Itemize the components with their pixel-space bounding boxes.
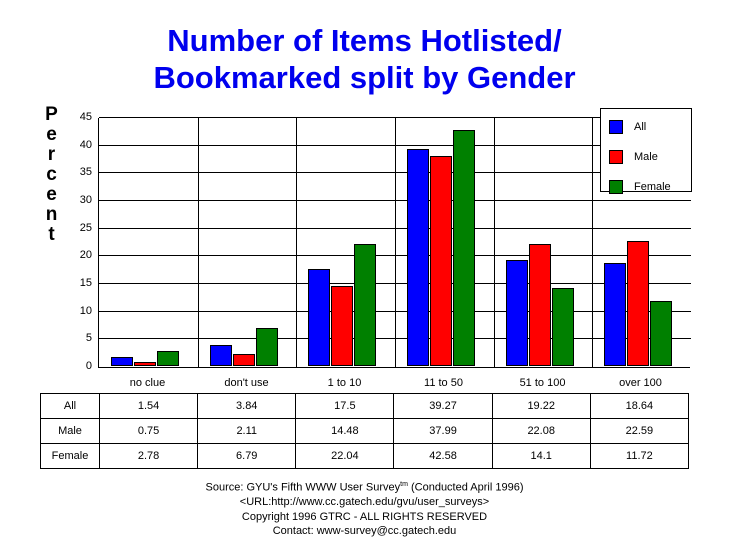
table-row-header: Male	[41, 419, 100, 444]
x-tick-label: 1 to 10	[327, 377, 362, 389]
table-cell: 42.58	[394, 444, 492, 469]
y-axis-title-char-e2: e	[46, 184, 58, 205]
bar-group	[395, 118, 494, 366]
bar-female	[453, 130, 475, 366]
y-axis-title-char-t: t	[48, 224, 56, 245]
footer-url: <URL:http://www.cc.gatech.edu/gvu/user_surveys>	[239, 496, 490, 509]
table-cell: 1.54	[100, 394, 198, 419]
x-tick-label: don't use	[224, 377, 269, 389]
table-row-header: All	[41, 394, 100, 419]
table-cell: 3.84	[198, 394, 296, 419]
table-cell: 22.08	[492, 419, 590, 444]
legend-swatch	[609, 180, 623, 194]
bar-group	[296, 118, 395, 366]
table-row-header: Female	[41, 444, 100, 469]
x-tick-label: over 100	[619, 377, 662, 389]
legend-swatch	[609, 150, 623, 164]
bar-male	[134, 362, 156, 366]
y-tick-label: 0	[85, 360, 92, 372]
bar-female	[157, 351, 179, 366]
table-cell: 22.59	[590, 419, 688, 444]
bar-male	[331, 286, 353, 366]
footer-source-post: (Conducted April 1996)	[407, 481, 524, 494]
footer	[0, 478, 729, 539]
y-tick-label: 15	[79, 277, 92, 289]
bar-female	[256, 328, 278, 366]
bar-female	[354, 244, 376, 366]
footer-copyright: Copyright 1996 GTRC - ALL RIGHTS RESERVED	[241, 510, 488, 523]
y-axis-title-char-p: P	[45, 104, 59, 125]
footer-source	[0, 478, 729, 495]
footer-source-pre: Source: GYU's Fifth WWW User Survey	[205, 481, 401, 494]
table-cell: 2.11	[198, 419, 296, 444]
y-tick-label: 10	[79, 304, 92, 317]
bar-male	[430, 156, 452, 366]
bar-all	[407, 149, 429, 366]
footer-contact: Contact: www-survey@cc.gatech.edu	[272, 525, 457, 538]
table-row	[41, 419, 689, 444]
table-cell: 37.99	[394, 419, 492, 444]
bar-all	[506, 260, 528, 366]
table-cell: 19.22	[492, 394, 590, 419]
y-tick-label: 40	[79, 138, 92, 151]
legend-label: Male	[634, 151, 658, 163]
y-axis-title-char-c: c	[46, 164, 58, 185]
y-tick-label: 25	[79, 221, 92, 234]
table-cell: 14.1	[492, 444, 590, 469]
bar-group	[198, 118, 297, 366]
legend	[600, 108, 692, 192]
legend-swatch	[609, 120, 623, 134]
data-table-body	[41, 394, 689, 469]
x-tick-label: 11 to 50	[424, 377, 463, 389]
bar-group	[494, 118, 593, 366]
y-tick-label: 30	[79, 194, 92, 206]
table-cell: 6.79	[198, 444, 296, 469]
table-cell: 39.27	[394, 394, 492, 419]
bar-all	[308, 269, 330, 366]
bar-male	[233, 354, 255, 366]
table-cell: 0.75	[100, 419, 198, 444]
page-title	[0, 22, 729, 96]
table-cell: 22.04	[296, 444, 394, 469]
x-axis-tick-labels	[98, 376, 690, 392]
bar-group	[99, 118, 198, 366]
table-cell: 2.78	[100, 444, 198, 469]
y-tick-label: 35	[79, 166, 92, 179]
title-line-1: Number of Items Hotlisted/	[167, 23, 562, 58]
bar-male	[529, 244, 551, 366]
bar-female	[552, 288, 574, 366]
table-row	[41, 444, 689, 469]
y-tick-label: 5	[85, 332, 92, 345]
legend-label: All	[634, 121, 647, 133]
y-axis-title-char-e: e	[46, 124, 58, 145]
bar-female	[650, 301, 672, 366]
bar-all	[604, 263, 626, 366]
y-axis-tick-labels	[62, 110, 92, 376]
bar-all	[210, 345, 232, 366]
footer-source-sup: tm	[400, 481, 408, 488]
table-cell: 18.64	[590, 394, 688, 419]
y-tick-label: 20	[79, 249, 92, 262]
table-cell: 11.72	[590, 444, 688, 469]
x-tick-label: no clue	[129, 377, 166, 389]
x-tick-label: 51 to 100	[519, 377, 566, 389]
table-row	[41, 394, 689, 419]
bar-male	[627, 241, 649, 366]
y-axis-title-char-n: n	[45, 204, 59, 225]
table-cell: 17.5	[296, 394, 394, 419]
y-axis-title-char-r: r	[47, 144, 57, 165]
bar-all	[111, 357, 133, 366]
title-line-2: Bookmarked split by Gender	[153, 60, 576, 95]
legend-label: Female	[634, 181, 671, 193]
y-tick-label: 45	[79, 111, 92, 123]
table-cell: 14.48	[296, 419, 394, 444]
data-table	[40, 393, 689, 469]
